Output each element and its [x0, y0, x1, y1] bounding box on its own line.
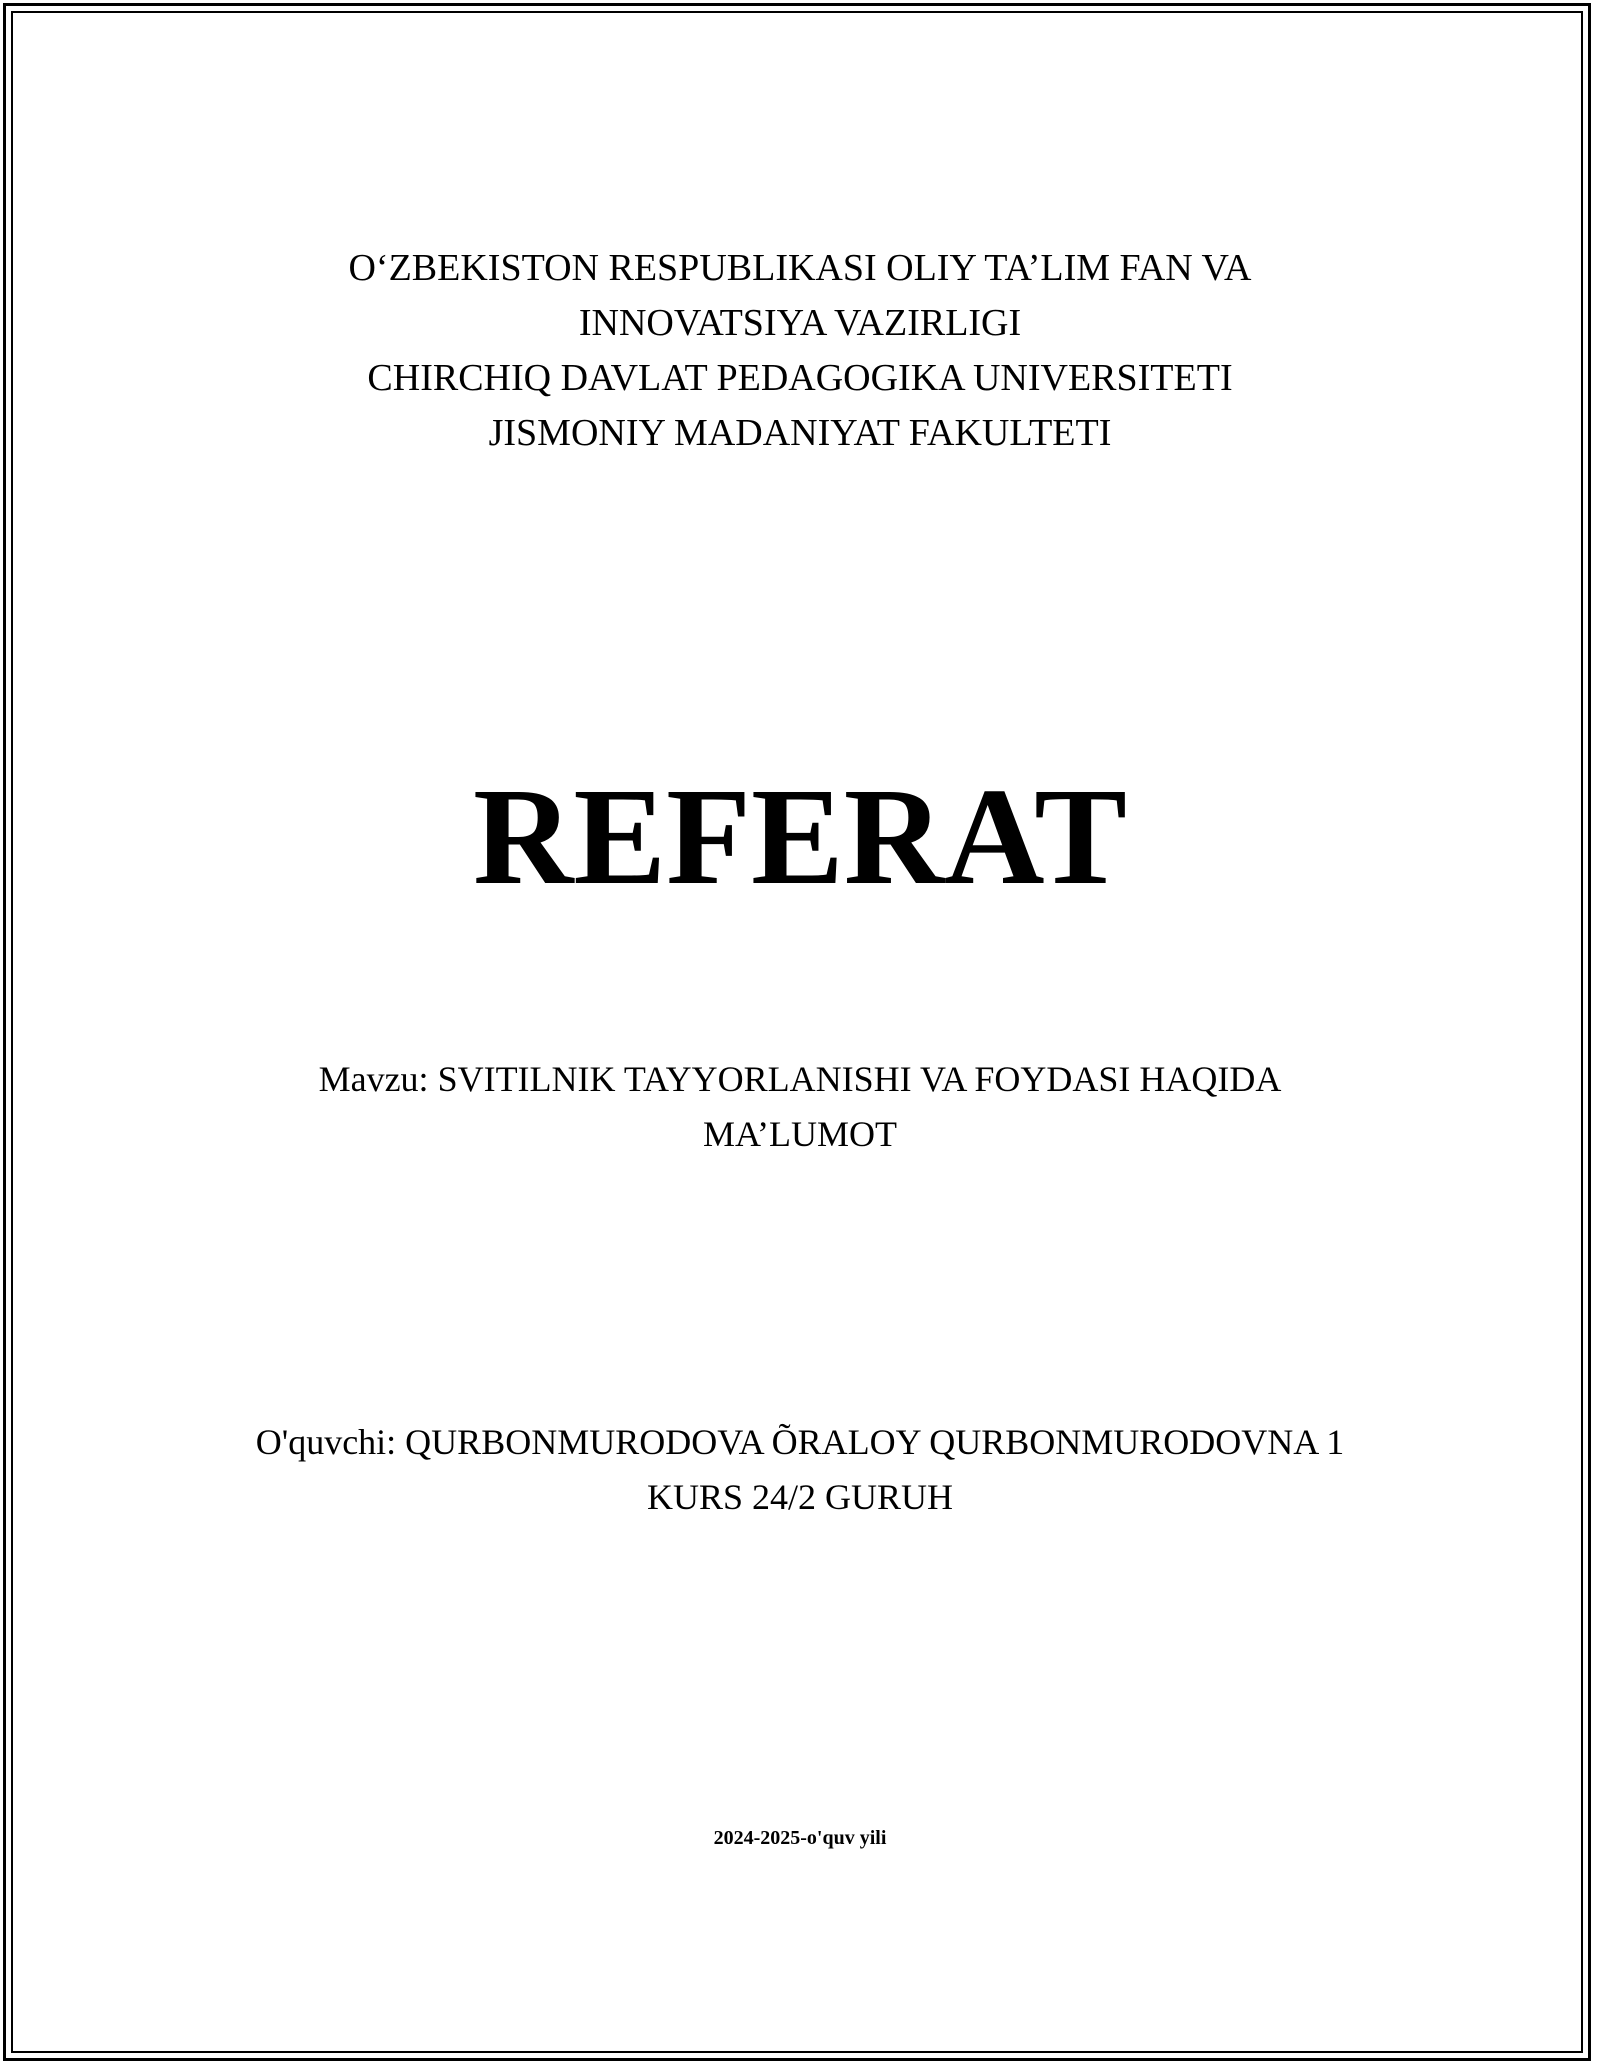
header-line-ministry-2: INNOVATSIYA VAZIRLIGI [578, 302, 1022, 344]
student-line-1: O'quvchi: QURBONMURODOVA ÕRALOY QURBONMURODOVNA 1 [255, 1422, 1345, 1462]
document-title: REFERAT [473, 760, 1127, 914]
topic-line-1: Mavzu: SVITILNIK TAYYORLANISHI VA FOYDASI HAQIDA [318, 1059, 1282, 1099]
header-line-faculty: JISMONIY MADANIYAT FAKULTETI [488, 412, 1112, 454]
student-section [0, 1415, 1600, 1525]
topic-section [0, 1052, 1600, 1162]
topic-line-2: MA’LUMOT [703, 1114, 897, 1154]
academic-year: 2024-2025-o'quv yili [713, 1827, 887, 1849]
header-line-university: CHIRCHIQ DAVLAT PEDAGOGIKA UNIVERSITETI [367, 357, 1233, 399]
institution-header [0, 241, 1600, 461]
header-line-ministry-1: O‘ZBEKISTON RESPUBLIKASI OLIY TA’LIM FAN VA [348, 247, 1252, 289]
student-line-2: KURS 24/2 GURUH [646, 1477, 954, 1517]
